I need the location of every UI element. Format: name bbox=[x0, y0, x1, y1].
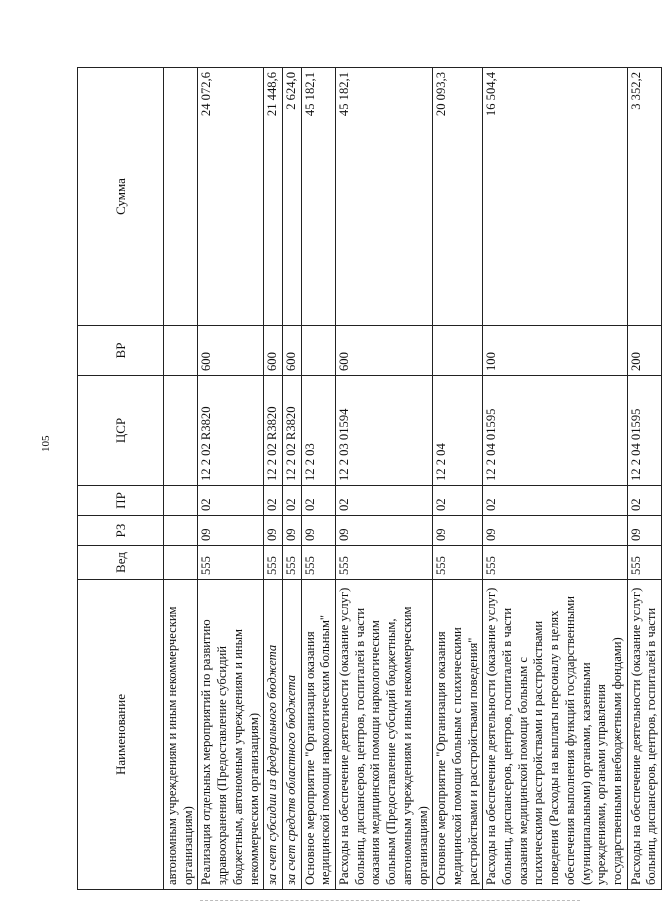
table-row bbox=[483, 68, 627, 890]
cell-csr bbox=[164, 376, 198, 486]
cell-ved: 555 bbox=[301, 546, 335, 580]
header-name: Наименование bbox=[78, 580, 164, 890]
cell-sum: 45 182,1 bbox=[301, 68, 335, 326]
cell-rz: 09 bbox=[301, 516, 335, 546]
table-row bbox=[433, 68, 483, 890]
budget-table bbox=[77, 67, 662, 890]
cell-name: автономным учреждениям и иным некоммерческим организациям) bbox=[164, 580, 198, 890]
cell-vr: 600 bbox=[198, 326, 264, 376]
table-row bbox=[282, 68, 301, 890]
cell-rz: 09 bbox=[198, 516, 264, 546]
cell-sum: 16 504,4 bbox=[483, 68, 627, 326]
cell-pr: 02 bbox=[336, 486, 433, 516]
cell-pr bbox=[164, 486, 198, 516]
cell-sum: 20 093,3 bbox=[433, 68, 483, 326]
cell-ved: 555 bbox=[282, 546, 301, 580]
cell-ved: 555 bbox=[433, 546, 483, 580]
cell-name: Расходы на обеспечение деятельности (оказание услуг) больниц, диспансеров, центров, госпиталей в части оказания медицинской помощи наркологическим больным (Предоставление субсидий бюджетным, автономным учреждениям и иным некоммерческим организациям) bbox=[336, 580, 433, 890]
table-row bbox=[164, 68, 198, 890]
cell-pr: 02 bbox=[301, 486, 335, 516]
cell-csr: 12 2 04 bbox=[433, 376, 483, 486]
cell-pr: 02 bbox=[198, 486, 264, 516]
table-row bbox=[627, 68, 661, 890]
cell-ved: 555 bbox=[198, 546, 264, 580]
table-row bbox=[264, 68, 283, 890]
scan-edge-artifact bbox=[200, 900, 580, 902]
cell-pr: 02 bbox=[483, 486, 627, 516]
cell-ved bbox=[164, 546, 198, 580]
cell-vr: 600 bbox=[336, 326, 433, 376]
cell-vr: 600 bbox=[282, 326, 301, 376]
cell-csr: 12 2 04 01595 bbox=[627, 376, 661, 486]
cell-pr: 02 bbox=[282, 486, 301, 516]
cell-pr: 02 bbox=[264, 486, 283, 516]
cell-name: Расходы на обеспечение деятельности (оказание услуг) больниц, диспансеров, центров, госпиталей в части оказания медицинской помощи больным с психическими расстройствами и расстройствами поведения (Расходы на выплаты персоналу в целях обеспечения выполнения функций государственными (муниципальными) органами, казенными учреждениями, органами управления государственными внебюджетными фондами) bbox=[483, 580, 627, 890]
cell-csr: 12 2 03 01594 bbox=[336, 376, 433, 486]
cell-rz: 09 bbox=[264, 516, 283, 546]
header-csr: ЦСР bbox=[78, 376, 164, 486]
cell-vr: 100 bbox=[483, 326, 627, 376]
cell-csr: 12 2 02 R3820 bbox=[198, 376, 264, 486]
cell-vr: 600 bbox=[264, 326, 283, 376]
cell-rz: 09 bbox=[336, 516, 433, 546]
cell-vr bbox=[164, 326, 198, 376]
table-body bbox=[164, 68, 662, 890]
page-number: 105 bbox=[40, 435, 52, 452]
cell-ved: 555 bbox=[627, 546, 661, 580]
cell-ved: 555 bbox=[264, 546, 283, 580]
cell-csr: 12 2 03 bbox=[301, 376, 335, 486]
cell-rz: 09 bbox=[627, 516, 661, 546]
header-sum: Сумма bbox=[78, 68, 164, 326]
cell-sum bbox=[164, 68, 198, 326]
cell-name: за счет средств областного бюджета bbox=[282, 580, 301, 890]
table-header-row bbox=[78, 68, 164, 890]
cell-name: за счет субсидии из федерального бюджета bbox=[264, 580, 283, 890]
table-row bbox=[336, 68, 433, 890]
cell-ved: 555 bbox=[483, 546, 627, 580]
table-row bbox=[301, 68, 335, 890]
cell-sum: 21 448,6 bbox=[264, 68, 283, 326]
cell-pr: 02 bbox=[627, 486, 661, 516]
cell-sum: 45 182,1 bbox=[336, 68, 433, 326]
header-pr: ПР bbox=[78, 486, 164, 516]
header-vr: ВР bbox=[78, 326, 164, 376]
cell-vr bbox=[301, 326, 335, 376]
cell-rz: 09 bbox=[282, 516, 301, 546]
cell-name: Расходы на обеспечение деятельности (оказание услуг) больниц, диспансеров, центров, госпиталей в части bbox=[627, 580, 661, 890]
cell-csr: 12 2 02 R3820 bbox=[282, 376, 301, 486]
cell-ved: 555 bbox=[336, 546, 433, 580]
cell-vr bbox=[433, 326, 483, 376]
header-rz: РЗ bbox=[78, 516, 164, 546]
cell-csr: 12 2 04 01595 bbox=[483, 376, 627, 486]
budget-table-sheet bbox=[77, 68, 659, 890]
cell-name: Основное мероприятие "Организация оказания медицинской помощи больным с психическими расстройствами и расстройствами поведения" bbox=[433, 580, 483, 890]
cell-vr: 200 bbox=[627, 326, 661, 376]
cell-name: Реализация отдельных мероприятий по развитию здравоохранения (Предоставление субсидий бюджетным, автономным учреждениям и иным некоммерческим организациям) bbox=[198, 580, 264, 890]
cell-rz: 09 bbox=[433, 516, 483, 546]
cell-sum: 3 352,2 bbox=[627, 68, 661, 326]
table-row bbox=[198, 68, 264, 890]
cell-rz: 09 bbox=[483, 516, 627, 546]
header-ved: Вед bbox=[78, 546, 164, 580]
cell-csr: 12 2 02 R3820 bbox=[264, 376, 283, 486]
cell-sum: 24 072,6 bbox=[198, 68, 264, 326]
cell-pr: 02 bbox=[433, 486, 483, 516]
cell-rz bbox=[164, 516, 198, 546]
cell-sum: 2 624,0 bbox=[282, 68, 301, 326]
cell-name: Основное мероприятие "Организация оказания медицинской помощи наркологическим больным" bbox=[301, 580, 335, 890]
